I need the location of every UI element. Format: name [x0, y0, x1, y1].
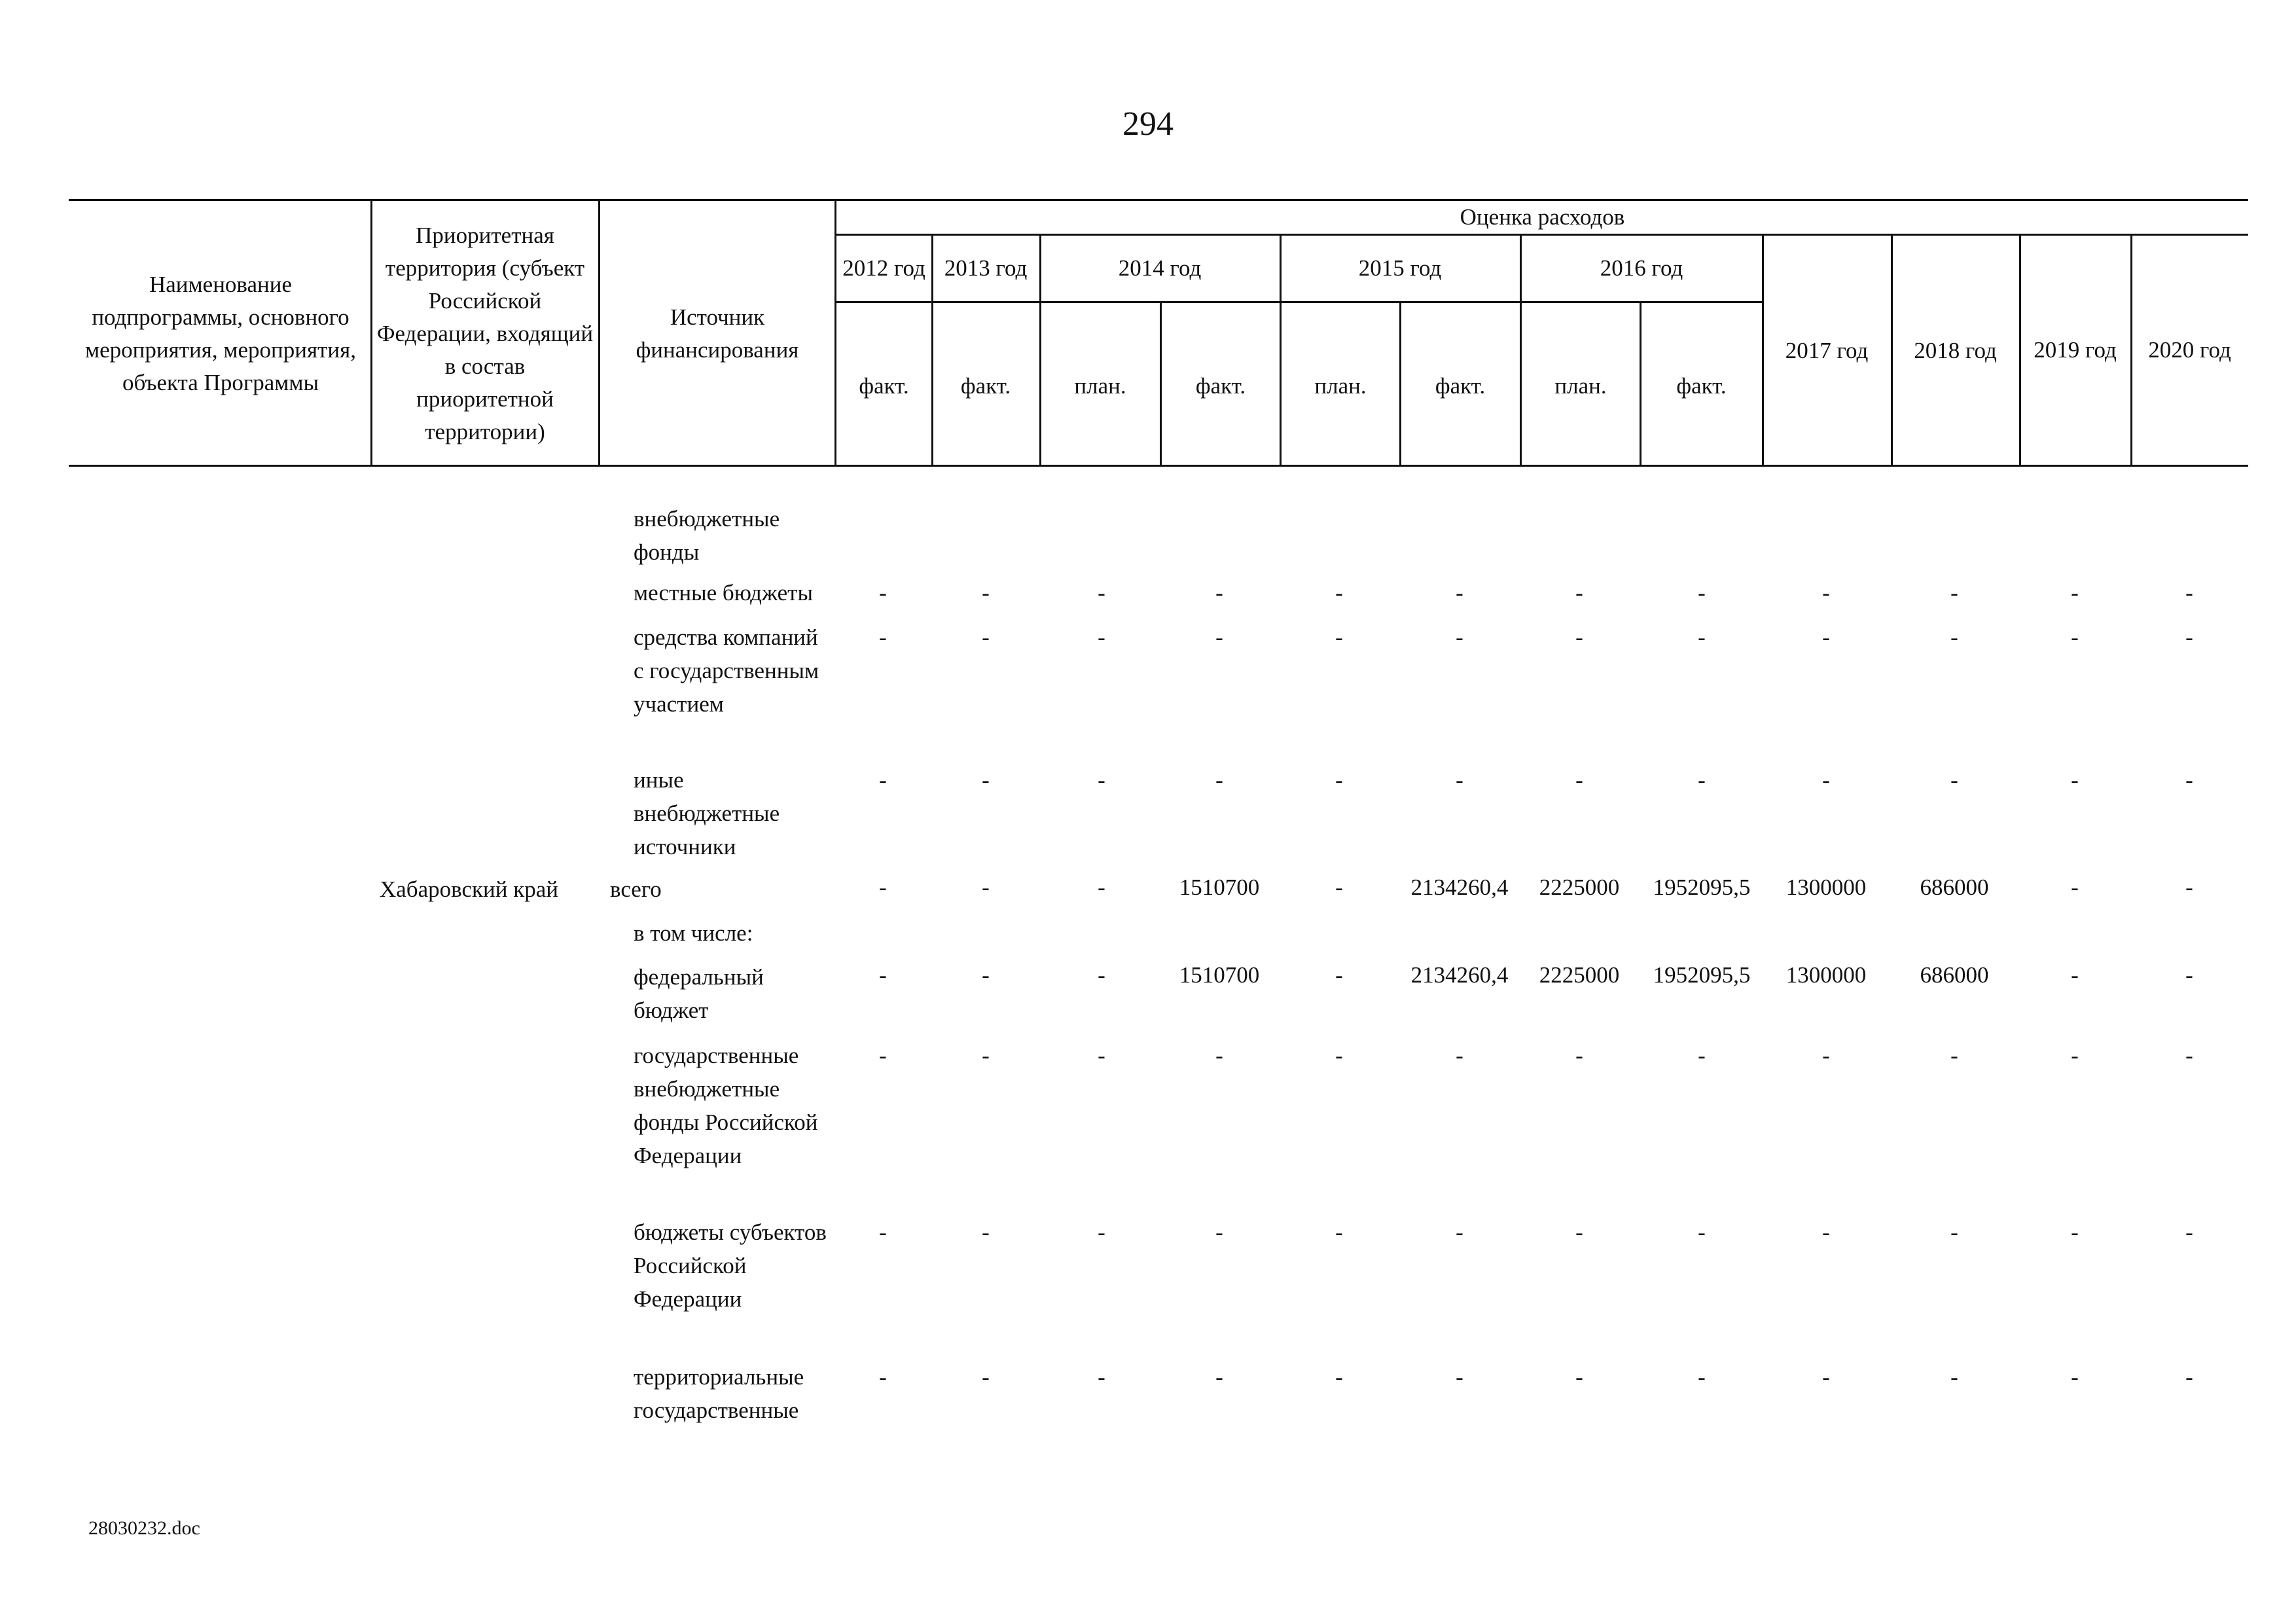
header-expense-estimate: Оценка расходов	[1460, 204, 1625, 230]
value-cell: -	[879, 1364, 887, 1390]
value-cell: -	[1098, 624, 1105, 650]
source-cell: средства компаний с государственным участием	[634, 624, 819, 717]
footer-file-name: 28030232.doc	[88, 1517, 200, 1539]
value-cell: -	[1335, 962, 1343, 988]
value-cell: -	[1575, 1219, 1583, 1245]
header-col-source: Источник финансирования	[636, 304, 799, 363]
col-divider	[834, 199, 836, 467]
value-cell: -	[2071, 624, 2079, 650]
value-cell: -	[1098, 875, 1105, 900]
value-cell: -	[879, 962, 887, 988]
source-cell: иные внебюджетные источники	[634, 767, 780, 859]
value-cell: -	[879, 875, 887, 900]
header-year-2016: 2016 год	[1600, 255, 1683, 281]
source-cell: внебюджетные фонды	[634, 506, 780, 565]
value-cell: -	[1822, 624, 1830, 650]
value-cell: -	[1950, 1043, 1958, 1068]
value-cell: 2134260,4	[1410, 875, 1509, 900]
header-plan-2016: план.	[1554, 373, 1607, 399]
value-cell: -	[1335, 1364, 1343, 1390]
value-cell: -	[982, 1219, 990, 1245]
value-cell: -	[982, 875, 990, 900]
value-cell: -	[1950, 1364, 1958, 1390]
source-cell: государственные внебюджетные фонды Российской Федерации	[634, 1043, 818, 1168]
value-cell: -	[1698, 1219, 1706, 1245]
header-year-2019: 2019 год	[2034, 337, 2117, 363]
value-cell: -	[1098, 580, 1105, 605]
value-cell: -	[1335, 580, 1343, 605]
value-cell: 1510700	[1179, 962, 1260, 988]
header-fact-2013: факт.	[960, 373, 1011, 399]
value-cell: -	[1822, 580, 1830, 605]
value-cell: -	[1575, 1043, 1583, 1068]
value-cell: 2134260,4	[1410, 962, 1509, 988]
col-divider	[598, 199, 600, 467]
value-cell: -	[982, 1043, 990, 1068]
value-cell: -	[1335, 875, 1343, 900]
value-cell: -	[1215, 1043, 1223, 1068]
value-cell: -	[1822, 1219, 1830, 1245]
value-cell: 1300000	[1785, 875, 1867, 900]
value-cell: -	[2185, 962, 2193, 988]
value-cell: -	[1098, 1043, 1105, 1068]
value-cell: -	[879, 580, 887, 605]
value-cell: -	[1575, 580, 1583, 605]
col-divider	[370, 199, 372, 467]
value-cell: -	[1698, 1364, 1706, 1390]
value-cell: -	[1822, 767, 1830, 793]
source-cell: федеральный бюджет	[634, 964, 764, 1023]
value-cell: -	[982, 962, 990, 988]
value-cell: -	[1335, 1043, 1343, 1068]
value-cell: -	[1456, 1219, 1463, 1245]
value-cell: -	[982, 580, 990, 605]
value-cell: -	[1698, 580, 1706, 605]
value-cell: -	[1215, 624, 1223, 650]
header-fact-2015: факт.	[1435, 373, 1486, 399]
value-cell: -	[2185, 624, 2193, 650]
header-fact-2016: факт.	[1676, 373, 1727, 399]
value-cell: -	[1098, 767, 1105, 793]
value-cell: -	[1950, 624, 1958, 650]
source-cell: бюджеты субъектов Российской Федерации	[634, 1219, 827, 1312]
value-cell: -	[1215, 1364, 1223, 1390]
value-cell: -	[2071, 767, 2079, 793]
value-cell: -	[1575, 767, 1583, 793]
header-group-rule	[834, 234, 2248, 236]
header-subrule	[834, 301, 1764, 303]
value-cell: -	[1575, 624, 1583, 650]
value-cell: -	[1456, 580, 1463, 605]
source-cell: территориальные государственные	[634, 1364, 804, 1423]
value-cell: -	[1098, 1219, 1105, 1245]
header-col-territory: Приоритетная территория (субъект Российской Федерации, входящий в состав приоритетной территории)	[376, 223, 594, 444]
value-cell: -	[1698, 767, 1706, 793]
value-cell: -	[2071, 1219, 2079, 1245]
value-cell: -	[1698, 1043, 1706, 1068]
header-year-2018: 2018 год	[1914, 338, 1997, 363]
source-cell: в том числе:	[634, 920, 753, 946]
header-year-2017: 2017 год	[1785, 338, 1869, 363]
value-cell: -	[982, 1364, 990, 1390]
value-cell: -	[1822, 1364, 1830, 1390]
value-cell: -	[1822, 1043, 1830, 1068]
value-cell: -	[1098, 962, 1105, 988]
value-cell: -	[2071, 1043, 2079, 1068]
value-cell: -	[1575, 1364, 1583, 1390]
value-cell: 1510700	[1179, 875, 1260, 900]
value-cell: -	[1950, 580, 1958, 605]
header-col-name: Наименование подпрограммы, основного мероприятия, мероприятия, объекта Программы	[85, 272, 356, 395]
value-cell: -	[1098, 1364, 1105, 1390]
value-cell: -	[1698, 624, 1706, 650]
value-cell: -	[2185, 1364, 2193, 1390]
value-cell: -	[2185, 875, 2193, 900]
value-cell: -	[1335, 624, 1343, 650]
value-cell: -	[2185, 1043, 2193, 1068]
value-cell: -	[879, 1219, 887, 1245]
value-cell: 1300000	[1785, 962, 1867, 988]
value-cell: -	[2071, 875, 2079, 900]
value-cell: -	[2185, 1219, 2193, 1245]
header-year-2015: 2015 год	[1358, 255, 1442, 281]
value-cell: -	[982, 624, 990, 650]
header-fact-2012: факт.	[859, 373, 909, 399]
header-year-2012: 2012 год	[842, 255, 925, 281]
header-top-rule	[69, 199, 2248, 201]
value-cell: -	[2071, 580, 2079, 605]
territory-cell: Хабаровский край	[380, 876, 558, 902]
header-year-2020: 2020 год	[2148, 337, 2231, 363]
value-cell: -	[982, 767, 990, 793]
value-cell: 2225000	[1539, 875, 1620, 900]
header-year-2014: 2014 год	[1118, 255, 1202, 281]
value-cell: -	[1456, 1043, 1463, 1068]
value-cell: -	[879, 767, 887, 793]
header-plan-2015: план.	[1314, 373, 1367, 399]
value-cell: -	[1456, 1364, 1463, 1390]
value-cell: 686000	[1920, 875, 1989, 900]
page-number: 294	[1122, 105, 1174, 143]
source-cell: всего	[610, 876, 662, 902]
value-cell: 2225000	[1539, 962, 1620, 988]
value-cell: -	[1456, 624, 1463, 650]
header-plan-2014: план.	[1074, 373, 1126, 399]
value-cell: 1952095,5	[1653, 875, 1751, 900]
value-cell: -	[1950, 1219, 1958, 1245]
value-cell: -	[1215, 1219, 1223, 1245]
source-cell: местные бюджеты	[634, 580, 813, 605]
value-cell: -	[879, 624, 887, 650]
value-cell: -	[2185, 767, 2193, 793]
value-cell: 686000	[1920, 962, 1989, 988]
header-fact-2014: факт.	[1195, 373, 1246, 399]
value-cell: -	[2071, 1364, 2079, 1390]
value-cell: -	[1950, 767, 1958, 793]
header-bottom-rule	[69, 465, 2248, 467]
value-cell: -	[1215, 767, 1223, 793]
value-cell: 1952095,5	[1653, 962, 1751, 988]
value-cell: -	[1215, 580, 1223, 605]
header-year-2013: 2013 год	[944, 255, 1028, 281]
value-cell: -	[2185, 580, 2193, 605]
value-cell: -	[1335, 767, 1343, 793]
value-cell: -	[2071, 962, 2079, 988]
value-cell: -	[1335, 1219, 1343, 1245]
value-cell: -	[1456, 767, 1463, 793]
value-cell: -	[879, 1043, 887, 1068]
